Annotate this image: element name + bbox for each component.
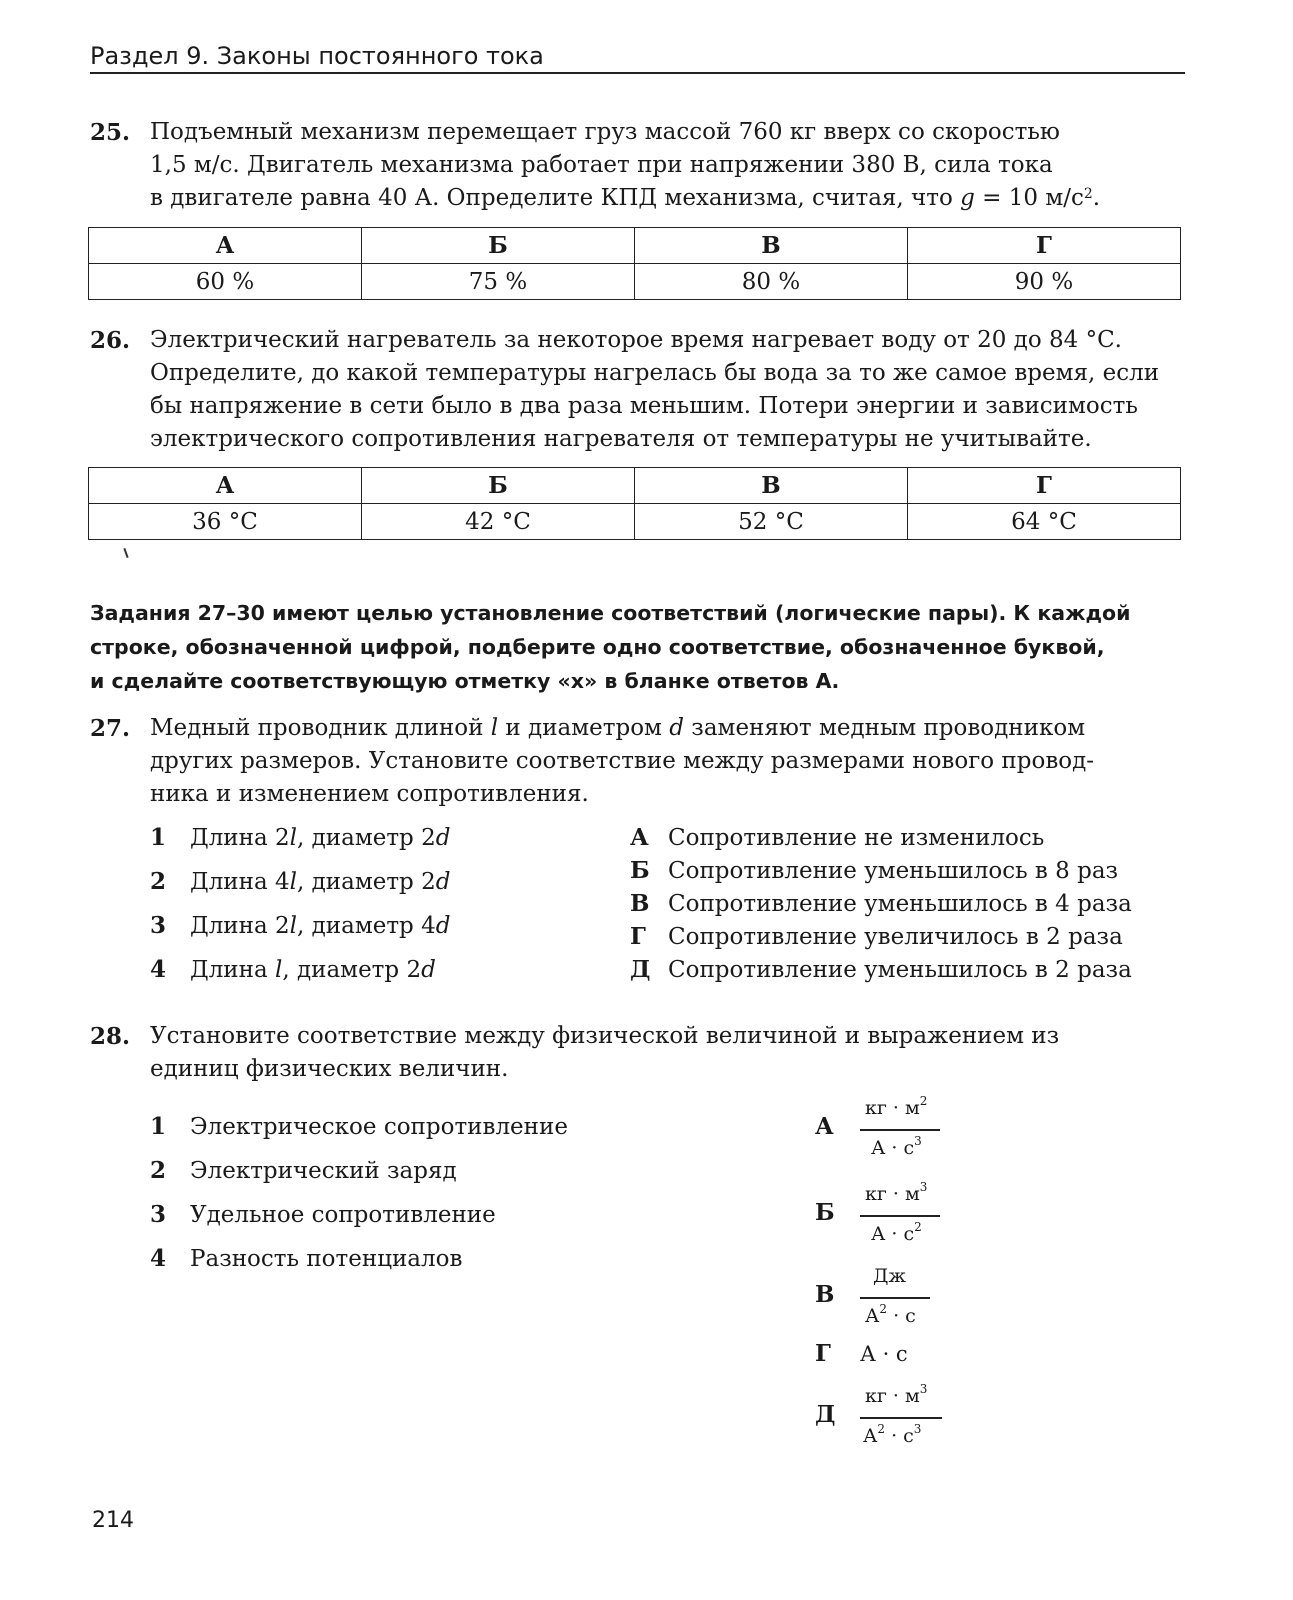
list-item: 2 Длина 4l, диаметр 2d [150,868,451,895]
task-text: Установите соответствие между физической величиной и выражением из единиц физических величин. [150,1023,1060,1082]
task-number: 25. [90,119,131,146]
instructions-block: Задания 27–30 имеют целью установление соответствий (логические пары). К каждой строке, обозначенной цифрой, подберите одно соответствие, обозначенное буквой, и сделайте соответствующую отметку «x» в бланке ответов А. [90,601,1131,693]
task-number: 28. [90,1023,131,1050]
section-header: Раздел 9. Законы постоянного тока [90,42,1185,74]
task-25 [90,116,1185,215]
task-number: 26. [90,327,131,354]
answer-value: 64 °С [908,504,1181,540]
answer-value: 80 % [635,264,908,300]
answer-table-26 [88,467,1181,540]
answer-value: 36 °С [89,504,362,540]
fraction-bar [860,1129,940,1131]
fraction-bar [860,1215,940,1217]
list-item: А Сопротивление не изменилось [630,824,1045,851]
answer-option-label: Б [362,468,635,504]
answer-table-25 [88,227,1181,300]
list-item: 2 Электрический заряд [150,1157,457,1184]
answer-option-label: А [89,468,362,504]
task-27 [90,712,1185,811]
stray-pen-mark [123,548,128,558]
fraction-bar [860,1417,942,1419]
list-item: 3 Длина 2l, диаметр 4d [150,912,451,939]
answer-option-label: А [89,228,362,264]
answer-option-label: В [635,468,908,504]
answer-value: 75 % [362,264,635,300]
list-item: 4 Длина l, диаметр 2d [150,956,436,983]
list-item: 1 Электрическое сопротивление [150,1113,568,1140]
task-text: Электрический нагреватель за некоторое время нагревает воду от 20 до 84 °С. Определите, до какой температуры нагрелась бы вода за то же самое время, если бы напряжение в сети было в два раза меньшим. Потери энергии и зависимость электрического сопротивления нагревателя от температуры не учитывайте. [150,327,1160,452]
answer-option-label: Г [908,468,1181,504]
list-item: Д Сопротивление уменьшилось в 2 раза [630,956,1132,983]
textbook-page: Раздел 9. Законы постоянного тока 25. Подъемный механизм перемещает груз массой 760 кг вверх со скоростью 1,5 м/с. Двигатель механизма работает при напряжении 380 В, сила тока в двигателе равна 40 А. Определите КПД механизма, считая, что g = 10 $м/с^2$. А Б В Г 60 % 75 % 80 % 90 % 26. Электрический нагреватель за некоторое время нагревает воду от 20 до 84 °С. Определите, до какой температуры нагрелась бы вода за то же самое время, если бы напряжение в сети было в два раза меньшим. Потери энергии и зависимость электрического сопротивления нагревателя от температуры не учитывайте. А Б В Г 36 °С 42 °С 52 °С 64 °С Задания 27–30 имеют целью установление соответствий (логические пары). К каждой строке, обозначенной цифрой, подберите одно соответствие, обозначенное буквой, и сделайте соответствующую отметку «x» в бланке ответов А. 27. Медный проводник длиной l и диаметром d заменяют медным проводником других размеров. Установите соответствие между размерами нового провод- ника и изменением сопротивления. 1 Длина 2l, диаметр 2d 2 Длина 4l, диаметр 2d 3 Длина 2l, диаметр 4d 4 Длина l, диаметр 2d А Сопротивление не изменилось Б Сопротивление уменьшилось в 8 раз В Сопротивление уменьшилось в 4 раза Г Сопротивление увеличилось в 2 раза Д Сопротивление уменьшилось в 2 раза 28. Установите соответствие между физической величиной и выражением из единиц физических величин. 1 Электрическое сопротивление 2 Электрический заряд 3 Удельное сопротивление 4 Разность потенциалов А кг · $м^2$ $А \cdot с^3$ Б кг · $м^3$ $А \cdot с^2$ В Дж $А^2 \cdot с$ Г А · с Д кг · $м^3$ $А^2 \cdot с^3$ 214 [0,0,1293,1600]
task-26 [90,324,1185,456]
list-item: 1 Длина 2l, диаметр 2d [150,824,451,851]
list-item: Б Сопротивление уменьшилось в 8 раз [630,857,1119,884]
task-number: 27. [90,715,131,742]
answer-value: 52 °С [635,504,908,540]
task-text: Подъемный механизм перемещает груз массой 760 кг вверх со скоростью 1,5 м/с. Двигатель механизма работает при напряжении 380 В, сила тока в двигателе равна 40 А. Определите КПД механизма, считая, что g = 10 $м/с^2$. [150,119,1101,211]
answer-option-label: Б [362,228,635,264]
page-number: 214 [92,1508,134,1533]
fraction-bar [860,1297,930,1299]
answer-value: 42 °С [362,504,635,540]
answer-value: 90 % [908,264,1181,300]
task-text: Медный проводник длиной l и диаметром d заменяют медным проводником других размеров. Установите соответствие между размерами нового провод- ника и изменением сопротивления. [150,715,1095,807]
answer-option-label: В [635,228,908,264]
answer-value: 60 % [89,264,362,300]
list-item: 3 Удельное сопротивление [150,1201,496,1228]
list-item: В Сопротивление уменьшилось в 4 раза [630,890,1132,917]
list-item: Г Сопротивление увеличилось в 2 раза [630,923,1123,950]
list-item: 4 Разность потенциалов [150,1245,463,1272]
answer-option-label: Г [908,228,1181,264]
task-28 [90,1020,1185,1086]
